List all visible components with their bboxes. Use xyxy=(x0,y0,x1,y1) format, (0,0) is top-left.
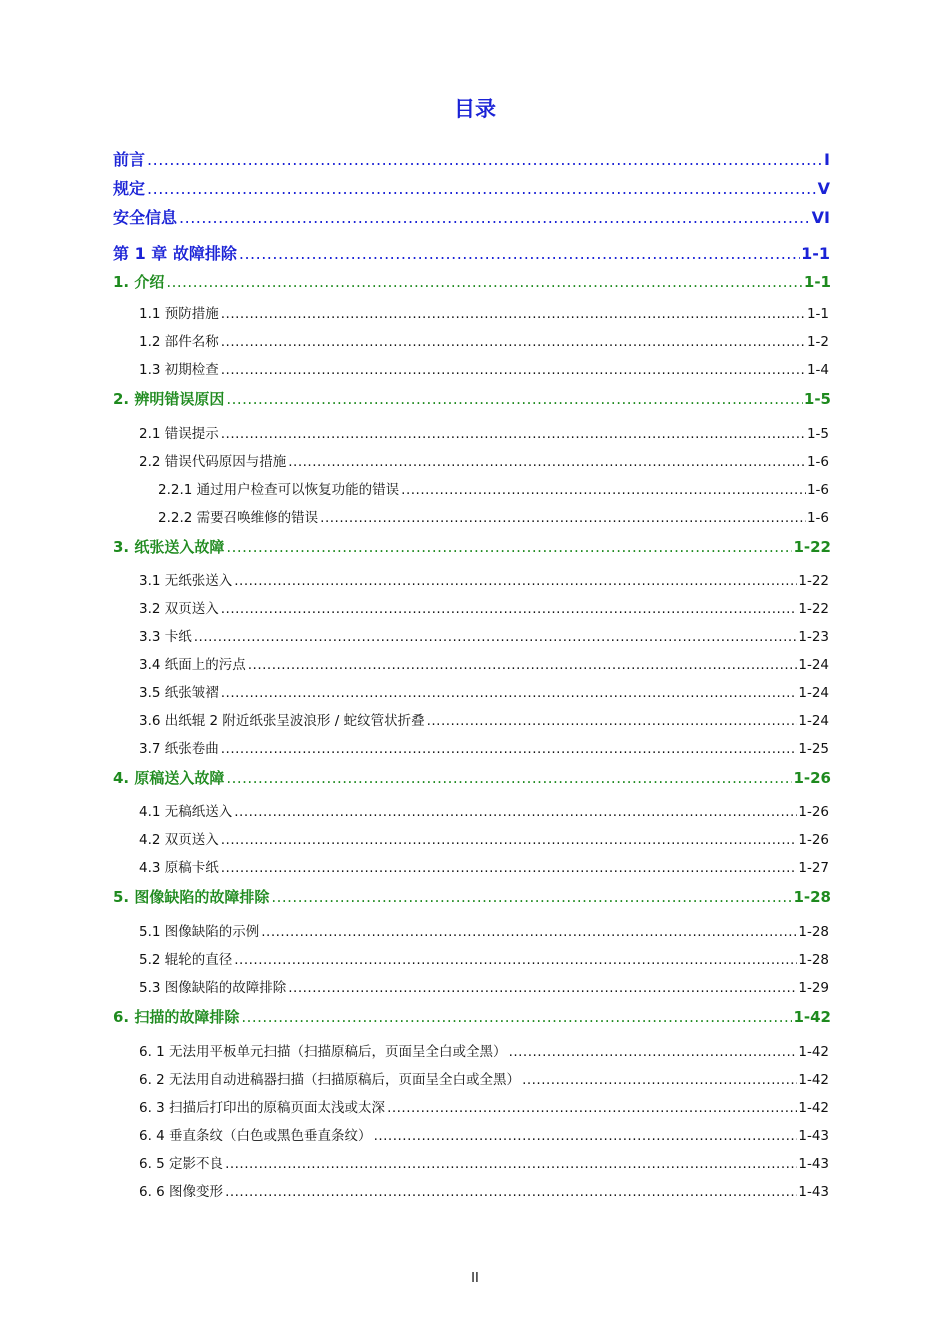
toc-entry-label: 3. 纸张送入故障 xyxy=(113,538,225,556)
toc-entry-page: 1-4 xyxy=(806,362,829,378)
toc-entry-page: 1-24 xyxy=(798,713,829,729)
toc-entry-label: 6. 3 扫描后打印出的原稿页面太浅或太深 xyxy=(139,1100,386,1116)
toc-entry-label: 1.2 部件名称 xyxy=(139,334,219,350)
toc-entry-page: 1-6 xyxy=(806,454,829,470)
toc-entry[interactable] xyxy=(139,856,829,876)
toc-entry-page: 1-28 xyxy=(793,888,831,906)
toc-entry-label: 4.1 无稿纸送入 xyxy=(139,804,233,820)
toc-entry-page: 1-43 xyxy=(798,1128,829,1144)
toc-entry-label: 第 1 章 故障排除 xyxy=(113,244,237,263)
toc-entry-page: 1-1 xyxy=(806,306,829,322)
toc-entry-label: 3.6 出纸辊 2 附近纸张呈波浪形 / 蛇纹管状折叠 xyxy=(139,713,425,729)
toc-entry[interactable] xyxy=(139,1180,829,1200)
toc-entry-label: 6. 1 无法用平板单元扫描（扫描原稿后，页面呈全白或全黑） xyxy=(139,1044,507,1060)
toc-entry-label: 2.2 错误代码原因与措施 xyxy=(139,454,287,470)
toc-entry[interactable] xyxy=(139,976,829,996)
dot-leader xyxy=(226,538,792,556)
toc-entry-page: 1-28 xyxy=(798,924,829,940)
dot-leader xyxy=(234,952,797,968)
toc-entry[interactable] xyxy=(139,709,829,729)
toc-entry-page: 1-22 xyxy=(793,538,831,556)
toc-entry-label: 1. 介绍 xyxy=(113,273,165,291)
toc-entry-label: 2.1 错误提示 xyxy=(139,426,219,442)
toc-entry-page: 1-42 xyxy=(793,1008,831,1026)
toc-entry-page: 1-1 xyxy=(801,244,830,263)
toc-entry[interactable] xyxy=(139,920,829,940)
toc-entry-page: 1-23 xyxy=(798,629,829,645)
toc-entry-page: I xyxy=(824,150,830,169)
toc-entry-page: 1-25 xyxy=(798,741,829,757)
toc-entry-page: 1-2 xyxy=(806,334,829,350)
toc-entry-page: 1-43 xyxy=(798,1184,829,1200)
dot-leader xyxy=(401,482,806,498)
dot-leader xyxy=(239,244,800,263)
toc-entry[interactable] xyxy=(139,828,829,848)
toc-entry[interactable] xyxy=(139,1068,829,1088)
dot-leader xyxy=(221,832,798,848)
toc-entry[interactable] xyxy=(139,1152,829,1172)
toc-entry-page: VI xyxy=(811,208,830,227)
dot-leader xyxy=(221,860,798,876)
dot-leader xyxy=(226,769,792,787)
toc-entry[interactable] xyxy=(139,358,829,378)
toc-entry-page: 1-5 xyxy=(806,426,829,442)
dot-leader xyxy=(194,629,798,645)
toc-entry[interactable] xyxy=(113,388,831,409)
toc-entry[interactable] xyxy=(139,625,829,645)
toc-entry[interactable] xyxy=(139,302,829,322)
toc-entry[interactable] xyxy=(113,176,830,199)
toc-entry-page: 1-42 xyxy=(798,1044,829,1060)
dot-leader xyxy=(427,713,798,729)
dot-leader xyxy=(221,334,806,350)
toc-entry-page: V xyxy=(817,179,830,198)
dot-leader xyxy=(288,980,797,996)
toc-entry-page: 1-27 xyxy=(798,860,829,876)
dot-leader xyxy=(271,888,792,906)
toc-entry[interactable] xyxy=(113,886,831,907)
toc-entry-page: 1-5 xyxy=(803,390,831,408)
dot-leader xyxy=(179,208,811,227)
toc-entry-page: 1-26 xyxy=(798,832,829,848)
toc-entry-label: 5.2 辊轮的直径 xyxy=(139,952,233,968)
toc-entry-page: 1-6 xyxy=(806,510,829,526)
dot-leader xyxy=(221,685,798,701)
dot-leader xyxy=(225,1156,797,1172)
toc-entry-page: 1-42 xyxy=(798,1072,829,1088)
toc-entry[interactable] xyxy=(139,948,829,968)
toc-entry-label: 6. 2 无法用自动进稿器扫描（扫描原稿后，页面呈全白或全黑） xyxy=(139,1072,521,1088)
toc-entry[interactable] xyxy=(139,1124,829,1144)
dot-leader xyxy=(225,1184,797,1200)
toc-entry-page: 1-24 xyxy=(798,657,829,673)
toc-entry-page: 1-6 xyxy=(806,482,829,498)
toc-entry-label: 3.4 纸面上的污点 xyxy=(139,657,246,673)
toc-entry-label: 6. 5 定影不良 xyxy=(139,1156,224,1172)
dot-leader xyxy=(387,1100,797,1116)
toc-entry-label: 前言 xyxy=(113,150,146,169)
toc-entry[interactable] xyxy=(139,330,829,350)
dot-leader xyxy=(226,390,803,408)
toc-entry[interactable] xyxy=(113,205,830,228)
toc-entry-label: 6. 6 图像变形 xyxy=(139,1184,224,1200)
toc-entry-label: 4.3 原稿卡纸 xyxy=(139,860,219,876)
dot-leader xyxy=(509,1044,798,1060)
toc-entry[interactable] xyxy=(158,506,829,526)
dot-leader xyxy=(522,1072,797,1088)
toc-entry-label: 安全信息 xyxy=(113,208,178,227)
toc-entry-label: 4. 原稿送入故障 xyxy=(113,769,225,787)
toc-entry-label: 3.7 纸张卷曲 xyxy=(139,741,219,757)
dot-leader xyxy=(221,362,806,378)
toc-entry-label: 1.1 预防措施 xyxy=(139,306,219,322)
toc-entry-label: 4.2 双页送入 xyxy=(139,832,219,848)
dot-leader xyxy=(241,1008,792,1026)
toc-entry[interactable] xyxy=(139,653,829,673)
toc-entry[interactable] xyxy=(113,241,830,264)
toc-entry[interactable] xyxy=(139,597,829,617)
toc-entry-label: 2.2.1 通过用户检查可以恢复功能的错误 xyxy=(158,482,400,498)
toc-entry-page: 1-26 xyxy=(793,769,831,787)
dot-leader xyxy=(221,741,798,757)
toc-entry[interactable] xyxy=(139,569,829,589)
toc-entry-label: 6. 扫描的故障排除 xyxy=(113,1008,240,1026)
dot-leader xyxy=(288,454,806,470)
toc-entry-label: 规定 xyxy=(113,179,146,198)
toc-entry-page: 1-29 xyxy=(798,980,829,996)
toc-entry[interactable] xyxy=(113,271,831,292)
dot-leader xyxy=(147,150,823,169)
toc-entry[interactable] xyxy=(158,478,829,498)
toc-title: 目录 xyxy=(454,97,496,121)
dot-leader xyxy=(248,657,798,673)
toc-entry[interactable] xyxy=(113,536,831,557)
toc-entry[interactable] xyxy=(113,1006,831,1027)
toc-entry-page: 1-22 xyxy=(798,573,829,589)
toc-entry[interactable] xyxy=(139,1040,829,1060)
toc-entry-label: 3.3 卡纸 xyxy=(139,629,192,645)
toc-entry[interactable] xyxy=(113,147,830,170)
page-number: II xyxy=(471,1271,479,1286)
toc-entry[interactable] xyxy=(139,422,829,442)
toc-entry[interactable] xyxy=(113,767,831,788)
toc-entry-label: 3.1 无纸张送入 xyxy=(139,573,233,589)
dot-leader xyxy=(221,306,806,322)
toc-entry-label: 1.3 初期检查 xyxy=(139,362,219,378)
dot-leader xyxy=(374,1128,798,1144)
toc-entry-page: 1-22 xyxy=(798,601,829,617)
toc-entry-label: 3.2 双页送入 xyxy=(139,601,219,617)
toc-entry[interactable] xyxy=(139,737,829,757)
toc-entry-label: 5.1 图像缺陷的示例 xyxy=(139,924,260,940)
dot-leader xyxy=(261,924,797,940)
toc-entry-page: 1-42 xyxy=(798,1100,829,1116)
toc-entry-label: 3.5 纸张皱褶 xyxy=(139,685,219,701)
dot-leader xyxy=(221,426,806,442)
dot-leader xyxy=(234,804,797,820)
toc-entry-label: 2.2.2 需要召唤维修的错误 xyxy=(158,510,319,526)
dot-leader xyxy=(320,510,806,526)
toc-entry-page: 1-1 xyxy=(803,273,831,291)
toc-entry-page: 1-28 xyxy=(798,952,829,968)
toc-entry-label: 5.3 图像缺陷的故障排除 xyxy=(139,980,287,996)
dot-leader xyxy=(166,273,803,291)
dot-leader xyxy=(234,573,797,589)
toc-entry-label: 2. 辨明错误原因 xyxy=(113,390,225,408)
toc-entry-page: 1-26 xyxy=(798,804,829,820)
toc-entry-label: 5. 图像缺陷的故障排除 xyxy=(113,888,270,906)
toc-entry[interactable] xyxy=(139,800,829,820)
dot-leader xyxy=(221,601,798,617)
toc-entry-page: 1-24 xyxy=(798,685,829,701)
toc-entry-label: 6. 4 垂直条纹（白色或黑色垂直条纹） xyxy=(139,1128,372,1144)
toc-entry[interactable] xyxy=(139,450,829,470)
toc-entry[interactable] xyxy=(139,1096,829,1116)
dot-leader xyxy=(147,179,817,198)
toc-entry[interactable] xyxy=(139,681,829,701)
toc-entry-page: 1-43 xyxy=(798,1156,829,1172)
